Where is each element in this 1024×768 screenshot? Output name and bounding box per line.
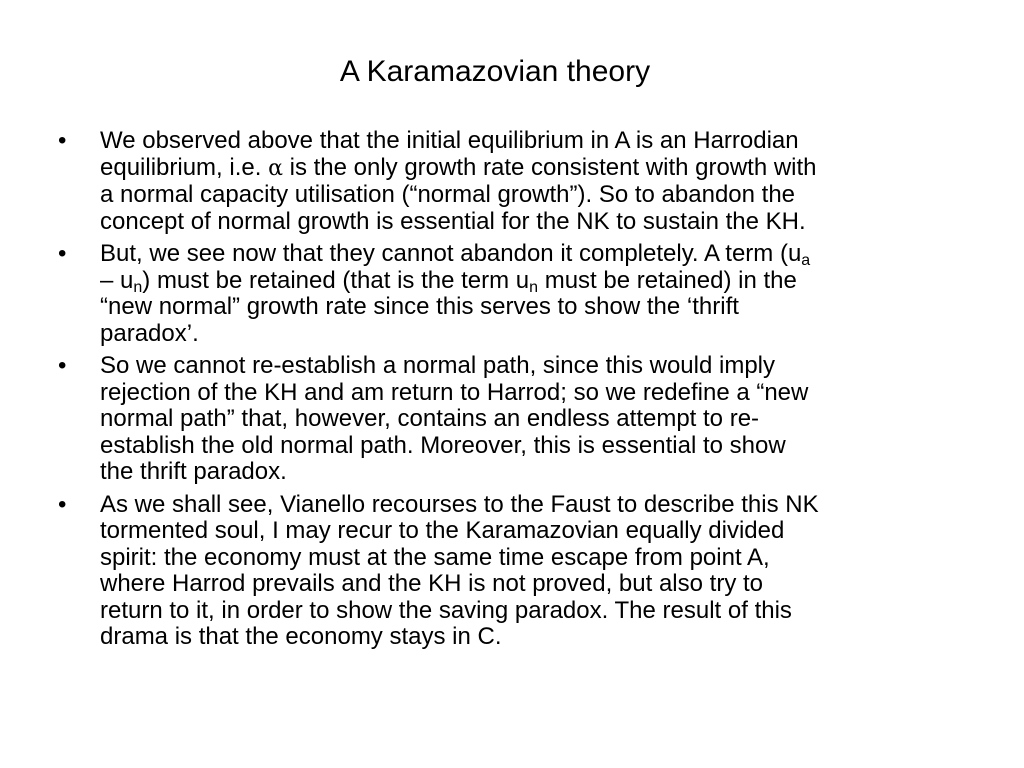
subscript-a: a — [801, 252, 811, 269]
text-run: must be retained) in the — [538, 266, 797, 294]
text-line: return to it, in order to show the saving paradox. The result of this — [100, 596, 792, 624]
text-line: the thrift paradox. — [100, 458, 287, 485]
bullet-item — [58, 128, 978, 235]
bullet-marker: • — [58, 240, 67, 267]
subscript-n: n — [529, 278, 539, 296]
alpha-symbol: α — [268, 155, 283, 181]
slide-title: A Karamazovian theory — [339, 55, 651, 88]
bullet-text — [100, 241, 978, 347]
bullet-text — [100, 353, 978, 486]
bullet-marker: • — [58, 352, 67, 379]
text-line: paradox’. — [100, 319, 199, 347]
text-run: ) must be retained (that is the term u — [142, 266, 530, 294]
text-line: establish the old normal path. Moreover, this is essential to show — [100, 431, 786, 459]
bullet-text — [100, 492, 978, 651]
bullet-list — [58, 128, 978, 657]
text-line: spirit: the economy must at the same time escape from point A, — [100, 543, 770, 571]
text-line: a normal capacity utilisation (“normal growth”). So to abandon the — [100, 181, 796, 208]
text-line: concept of normal growth is essential for the NK to sustain the KH. — [100, 207, 806, 235]
text-line: As we shall see, Vianello recourses to the Faust to describe this NK — [100, 490, 819, 518]
text-line: tormented soul, I may recur to the Karamazovian equally divided — [100, 517, 785, 544]
text-line — [100, 241, 978, 268]
bullet-item — [58, 353, 978, 486]
text-line: where Harrod prevails and the KH is not proved, but also try to — [100, 570, 763, 597]
text-line: We observed above that the initial equilibrium in A is an Harrodian — [100, 127, 799, 154]
text-run: – u — [100, 266, 134, 294]
bullet-item — [58, 492, 978, 651]
bullet-marker: • — [58, 490, 67, 518]
text-line: normal path” that, however, contains an endless attempt to re- — [100, 405, 760, 432]
text-line: drama is that the economy stays in C. — [100, 623, 502, 650]
bullet-text — [100, 128, 978, 235]
bullet-item — [58, 241, 978, 347]
text-run: But, we see now that they cannot abandon it completely. A term (u — [100, 240, 802, 267]
text-run: equilibrium, i.e. — [100, 153, 269, 181]
text-line: So we cannot re-establish a normal path, since this would imply — [100, 352, 775, 379]
text-line — [100, 155, 978, 183]
bullet-marker: • — [58, 127, 67, 154]
text-run: is the only growth rate consistent with growth with — [282, 153, 817, 181]
text-line: “new normal” growth rate since this serves to show the ‘thrift — [100, 293, 739, 320]
subscript-n: n — [133, 278, 143, 296]
text-line — [100, 268, 978, 295]
text-line: rejection of the KH and am return to Harrod; so we redefine a “new — [100, 378, 809, 406]
